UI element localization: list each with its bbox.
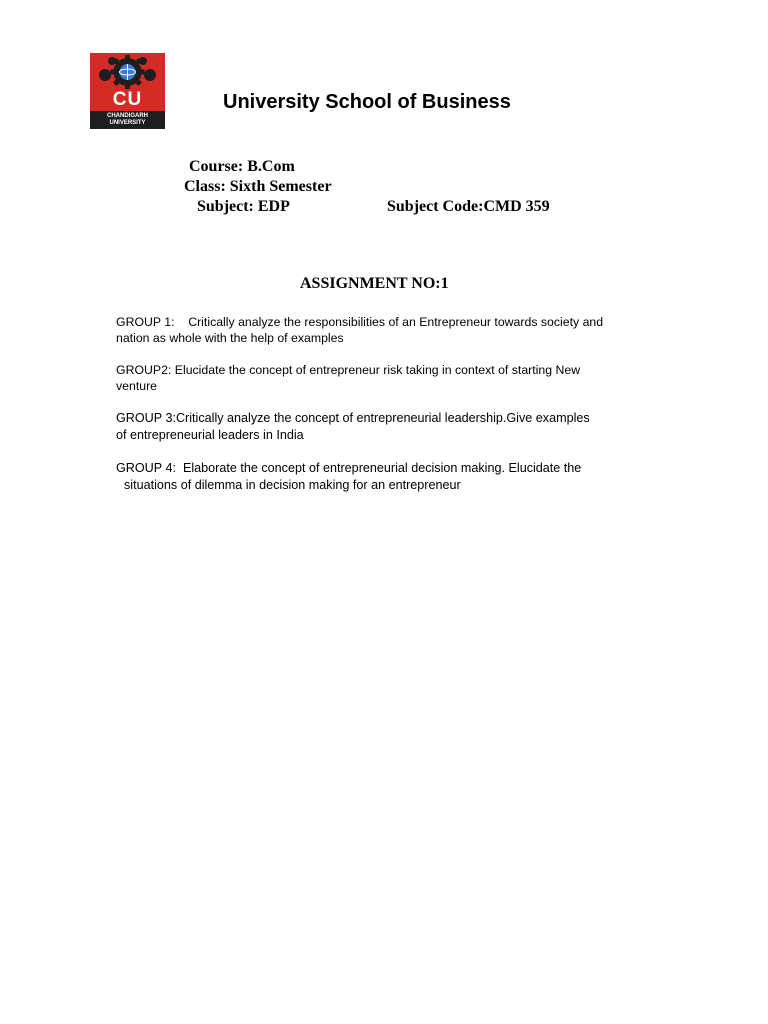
class-line: Class: Sixth Semester <box>184 178 332 195</box>
group-2-line-1: GROUP2: Elucidate the concept of entrepreneur risk taking in context of starting New <box>116 363 581 377</box>
group-4-line-2: situations of dilemma in decision making for an entrepreneur <box>124 478 461 492</box>
group-1-line-2: nation as whole with the help of examples <box>116 331 344 345</box>
university-logo <box>90 53 165 129</box>
group-3-line-1: GROUP 3:Critically analyze the concept of entrepreneurial leadership.Give examples <box>116 411 590 425</box>
group-4-question <box>116 460 656 494</box>
course-line: Course: B.Com <box>189 158 295 175</box>
group-3-question <box>116 410 656 444</box>
logo-university-name <box>90 113 165 127</box>
page-title: University School of Business <box>223 91 511 113</box>
group-2-question <box>116 362 656 394</box>
logo-name-line2: UNIVERSITY <box>109 120 146 126</box>
group-1-line-1: GROUP 1: Critically analyze the responsibilities of an Entrepreneur towards society and <box>116 315 604 329</box>
logo-letters: CU <box>112 89 143 110</box>
subject-line: Subject: EDP <box>197 198 290 215</box>
subject-code-line: Subject Code:CMD 359 <box>387 198 550 215</box>
logo-name-line1: CHANDIGARH <box>107 113 148 119</box>
assignment-heading: ASSIGNMENT NO:1 <box>300 275 449 292</box>
gear-emblem-icon <box>90 53 165 93</box>
group-4-line-1: GROUP 4: Elaborate the concept of entrepreneurial decision making. Elucidate the <box>116 461 582 475</box>
group-1-question <box>116 314 656 346</box>
group-3-line-2: of entrepreneurial leaders in India <box>116 428 304 442</box>
group-2-line-2: venture <box>116 379 158 393</box>
